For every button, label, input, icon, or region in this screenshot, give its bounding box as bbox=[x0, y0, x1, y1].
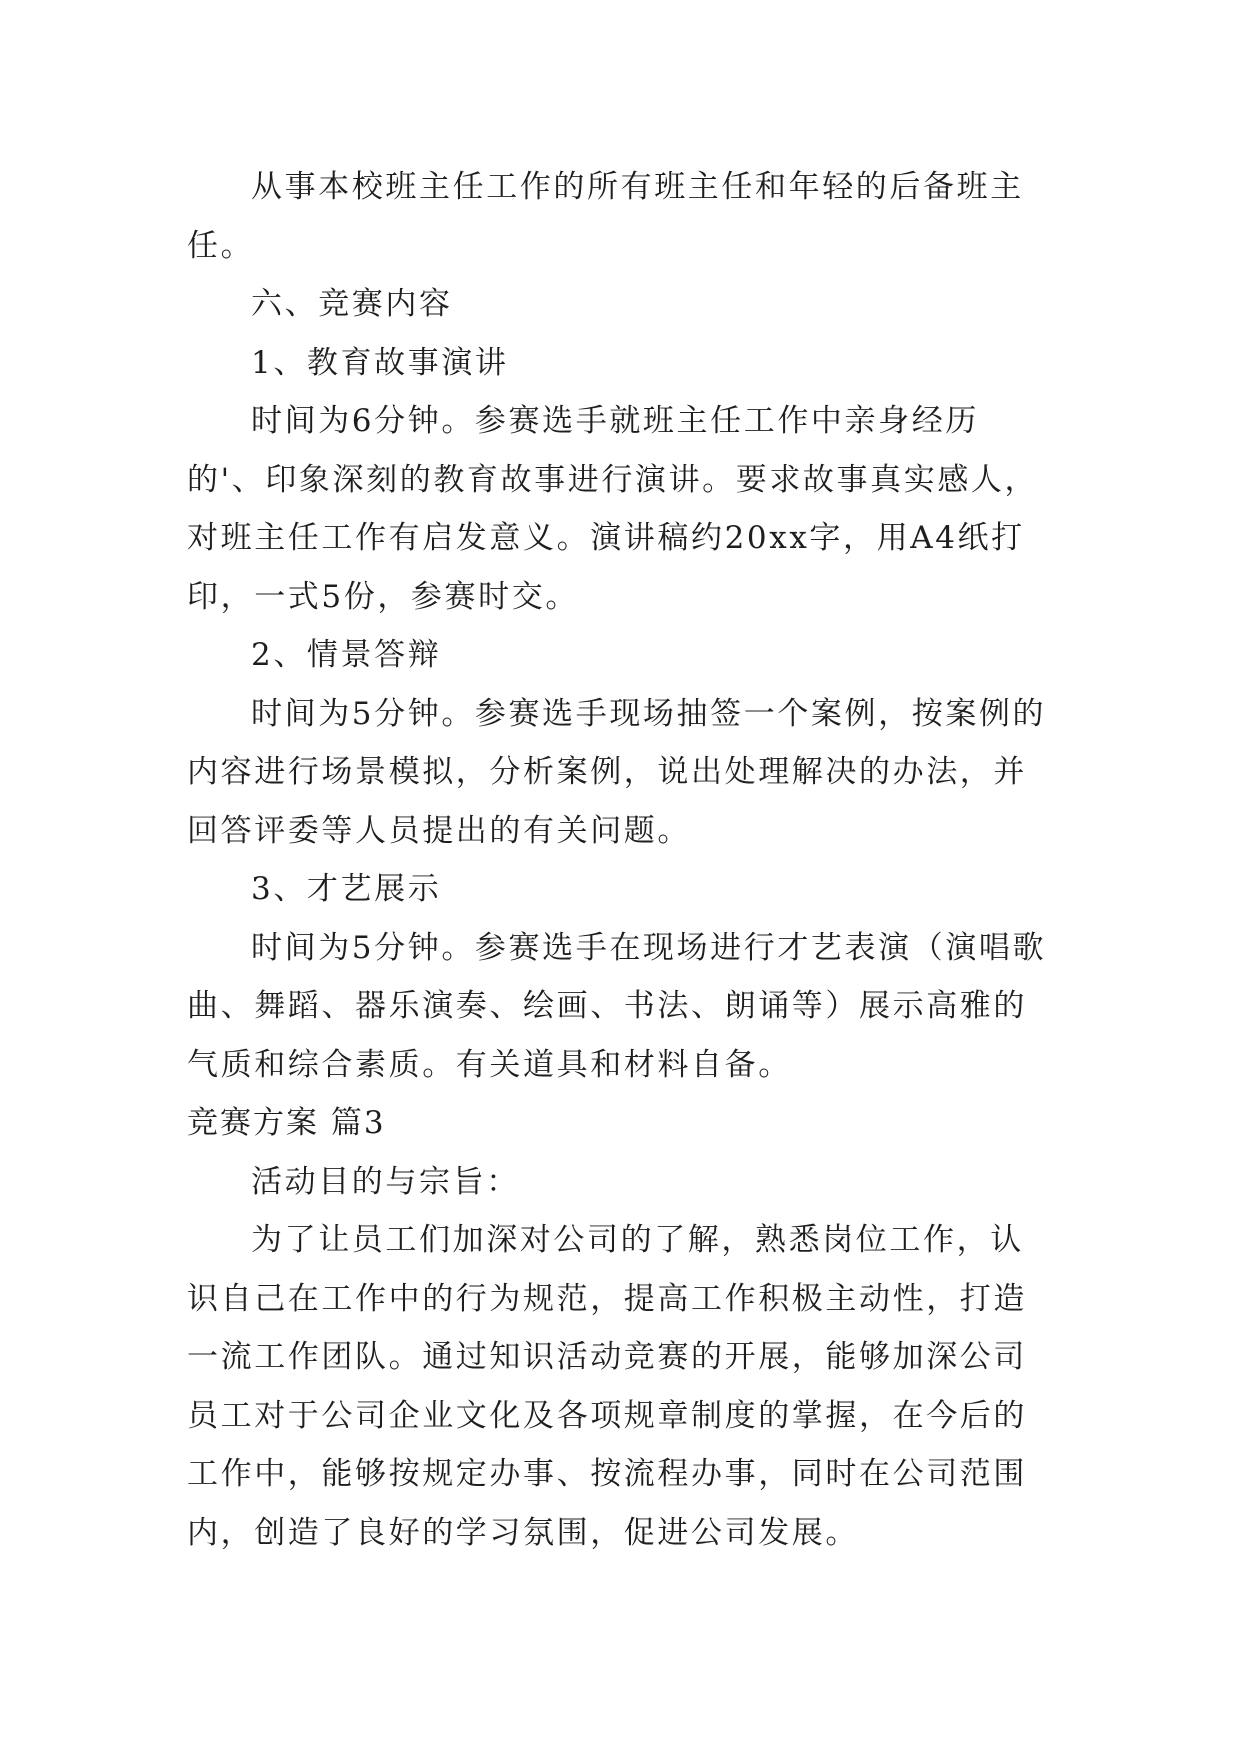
heading-talent-show: 3、才艺展示 bbox=[251, 871, 442, 907]
heading-activity-purpose: 活动目的与宗旨： bbox=[251, 1163, 520, 1200]
heading-education-story: 1、教育故事演讲 bbox=[251, 344, 509, 381]
heading-competition-content: 六、竞赛内容 bbox=[251, 286, 453, 322]
section-title-plan-3: 竞赛方案 篇3 bbox=[187, 1105, 386, 1141]
paragraph-scenario-defense: 时间为5分钟。参赛选手现场抽签一个案例，按案例的内容进行场景模拟，分析案例，说出处理解决的办法，并回答评委等人员提出的有关问题。 bbox=[187, 695, 1047, 849]
heading-scenario-defense: 2、情景答辩 bbox=[251, 637, 442, 673]
paragraph-participants: 从事本校班主任工作的所有班主任和年轻的后备班主任。 bbox=[187, 169, 1024, 264]
document-body bbox=[187, 158, 1057, 1562]
paragraph-talent-show: 时间为5分钟。参赛选手在现场进行才艺表演（演唱歌曲、舞蹈、器乐演奏、绘画、书法、朗诵等）展示高雅的气质和综合素质。有关道具和材料自备。 bbox=[187, 929, 1047, 1083]
paragraph-activity-purpose: 为了让员工们加深对公司的了解，熟悉岗位工作，认识自己在工作中的行为规范，提高工作积极主动性，打造一流工作团队。通过知识活动竞赛的开展，能够加深公司员工对于公司企业文化及各项规章制度的掌握，在今后的工作中，能够按规定办事、按流程办事，同时在公司范围内，创造了良好的学习氛围，促进公司发展。 bbox=[187, 1222, 1027, 1551]
paragraph-education-story: 时间为6分钟。参赛选手就班主任工作中亲身经历的'、印象深刻的教育故事进行演讲。要求故事真实感人，对班主任工作有启发意义。演讲稿约20xx字，用A4纸打印，一式5份，参赛时交。 bbox=[187, 403, 1039, 615]
